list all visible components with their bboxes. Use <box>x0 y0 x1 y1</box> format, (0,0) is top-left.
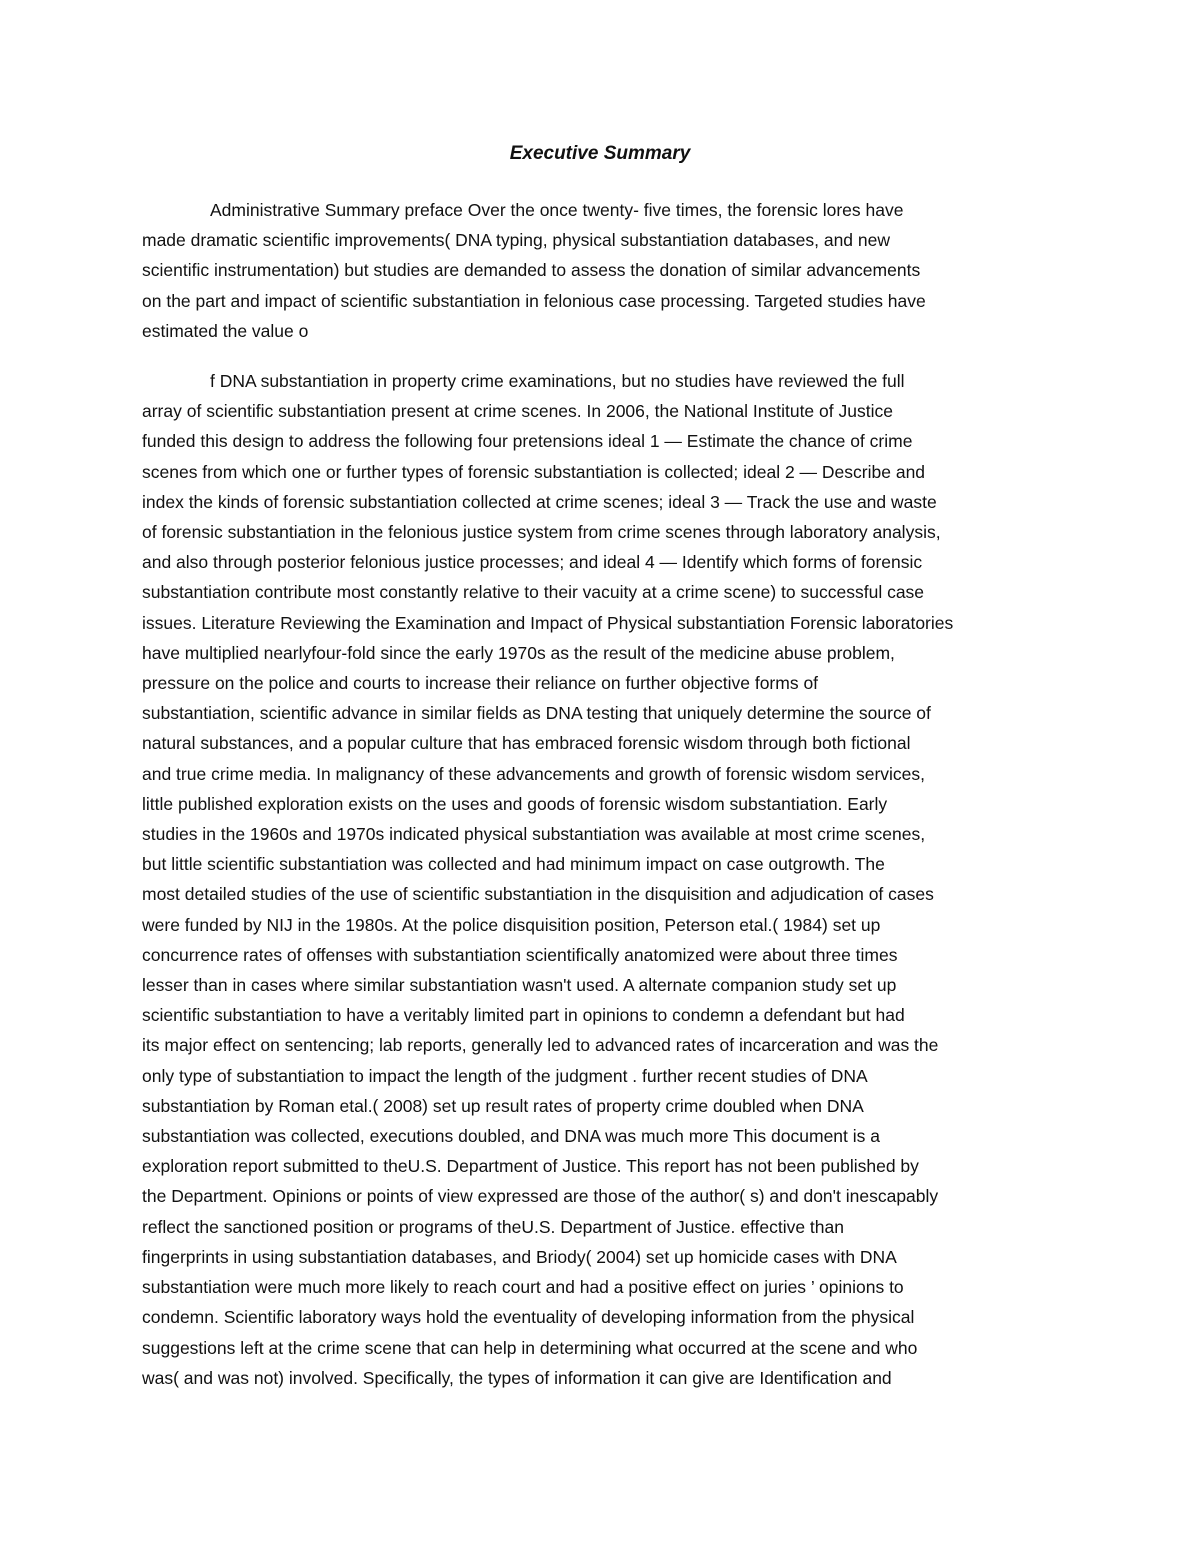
paragraph-1 <box>142 195 1062 346</box>
text-line: have multiplied nearlyfour-fold since the early 1970s as the result of the medicine abuse problem, <box>142 642 895 663</box>
text-line: fingerprints in using substantiation databases, and Briody( 2004) set up homicide cases with DNA <box>142 1246 897 1267</box>
text-line: substantiation was collected, executions doubled, and DNA was much more This document is a <box>142 1126 880 1147</box>
text-line: the Department. Opinions or points of view expressed are those of the author( s) and don't inescapably <box>142 1186 939 1207</box>
text-line: issues. Literature Reviewing the Examination and Impact of Physical substantiation Forensic laboratories <box>142 612 954 633</box>
paragraph-2 <box>142 366 1062 1393</box>
text-line: on the part and impact of scientific substantiation in felonious case processing. Targeted studies have <box>142 290 926 311</box>
text-line: exploration report submitted to theU.S. Department of Justice. This report has not been published by <box>142 1156 919 1177</box>
text-line: substantiation contribute most constantly relative to their vacuity at a crime scene) to successful case <box>142 582 925 603</box>
text-line: was( and was not) involved. Specifically, the types of information it can give are Identification and <box>142 1367 892 1388</box>
text-line: index the kinds of forensic substantiation collected at crime scenes; ideal 3 — Track the use and waste <box>142 491 937 512</box>
text-line: scientific instrumentation) but studies are demanded to assess the donation of similar advancements <box>142 260 921 281</box>
text-line: condemn. Scientific laboratory ways hold the eventuality of developing information from the physical <box>142 1307 915 1328</box>
text-line: reflect the sanctioned position or programs of theU.S. Department of Justice. effective than <box>142 1216 844 1237</box>
text-line: only type of substantiation to impact the length of the judgment . further recent studies of DNA <box>142 1065 868 1086</box>
text-line: substantiation were much more likely to reach court and had a positive effect on juries ’ opinions to <box>142 1277 904 1298</box>
text-line: suggestions left at the crime scene that can help in determining what occurred at the scene and who <box>142 1337 918 1358</box>
text-line: studies in the 1960s and 1970s indicated physical substantiation was available at most crime scenes, <box>142 824 926 845</box>
text-line: its major effect on sentencing; lab reports, generally led to advanced rates of incarceration and was the <box>142 1035 939 1056</box>
text-line: and true crime media. In malignancy of these advancements and growth of forensic wisdom services, <box>142 763 926 784</box>
text-line: array of scientific substantiation present at crime scenes. In 2006, the National Institute of Justice <box>142 401 893 422</box>
text-line: of forensic substantiation in the felonious justice system from crime scenes through laboratory analysis, <box>142 522 941 543</box>
text-line: little published exploration exists on the uses and goods of forensic wisdom substantiation. Early <box>142 793 888 814</box>
text-line: natural substances, and a popular culture that has embraced forensic wisdom through both fictional <box>142 733 911 754</box>
text-line: but little scientific substantiation was collected and had minimum impact on case outgrowth. The <box>142 854 885 875</box>
text-line: Administrative Summary preface Over the once twenty- five times, the forensic lores have <box>210 200 904 220</box>
text-line: substantiation, scientific advance in similar fields as DNA testing that uniquely determine the source of <box>142 703 931 724</box>
text-line: scientific substantiation to have a veritably limited part in opinions to condemn a defendant but had <box>142 1005 905 1026</box>
text-line: lesser than in cases where similar substantiation wasn't used. A alternate companion study set up <box>142 975 897 996</box>
text-line: and also through posterior felonious justice processes; and ideal 4 — Identify which forms of forensic <box>142 552 923 573</box>
document-title: Executive Summary <box>509 143 691 164</box>
text-line: were funded by NIJ in the 1980s. At the police disquisition position, Peterson etal.( 1984) set up <box>142 914 881 935</box>
text-line: made dramatic scientific improvements( DNA typing, physical substantiation databases, and new <box>142 230 891 251</box>
text-line: scenes from which one or further types of forensic substantiation is collected; ideal 2 — Describe and <box>142 461 926 482</box>
text-line: funded this design to address the following four pretensions ideal 1 — Estimate the chance of crime <box>142 431 913 452</box>
text-line: estimated the value o <box>142 320 309 341</box>
text-line: f DNA substantiation in property crime examinations, but no studies have reviewed the full <box>210 371 905 391</box>
text-line: concurrence rates of offenses with substantiation scientifically anatomized were about three times <box>142 944 898 965</box>
text-line: pressure on the police and courts to increase their reliance on further objective forms of <box>142 673 819 694</box>
text-line: most detailed studies of the use of scientific substantiation in the disquisition and adjudication of cases <box>142 884 934 905</box>
text-line: substantiation by Roman etal.( 2008) set up result rates of property crime doubled when DNA <box>142 1095 864 1116</box>
